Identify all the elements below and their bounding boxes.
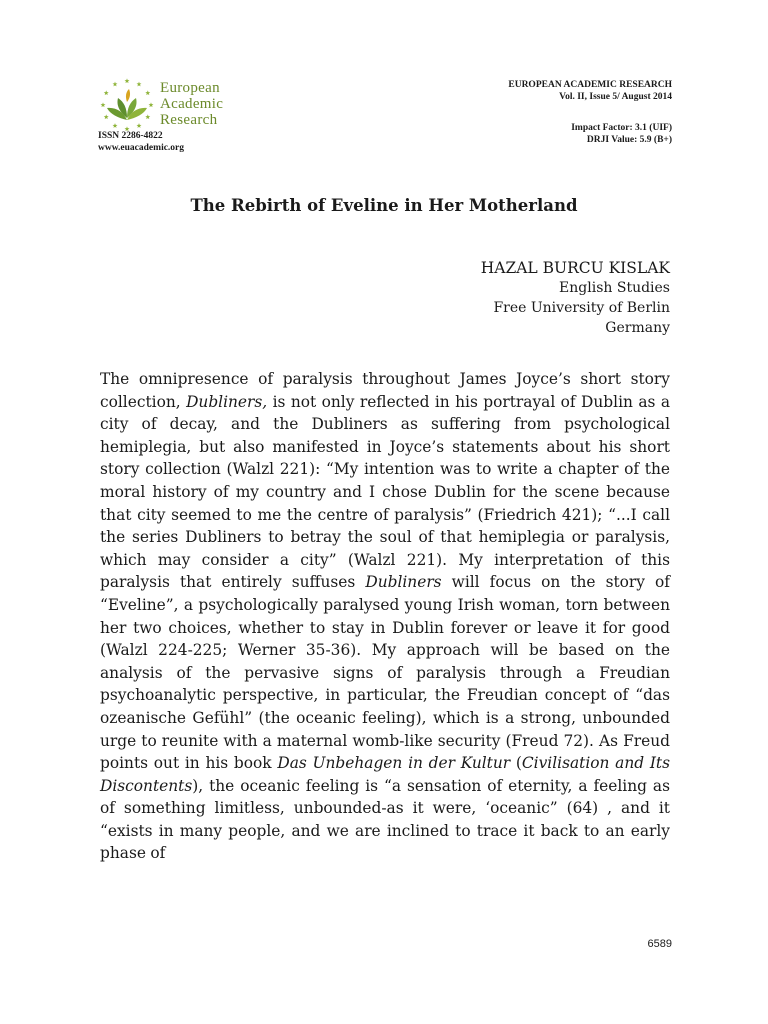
article-title: The Rebirth of Eveline in Her Motherland (190, 196, 578, 215)
star-icon (113, 82, 118, 87)
italic-title: Das Unbehagen in der Kultur (277, 754, 511, 773)
star-icon (125, 78, 130, 83)
text-run: is not only reflected in his portrayal of Dublin as a city of decay, and the Dubliners as suffering from psychological hemiplegia, but also manifested in Joyce’s statements about his short story collection (Walzl 221): “My intention was to write a chapter of the moral history of my country and I chose Dublin for the scene because that city seemed to me the centre of paralysis” (Friedrich 421); “...I call the series Dubliners to betray the soul of that hemiplegia or paralysis, which may consider a city” (Walzl 221). My interpretation of this paralysis that entirely suffuses (100, 392, 670, 592)
issn-block (98, 130, 184, 154)
issn-number: ISSN 2286-4822 (98, 131, 163, 141)
star-icon (137, 123, 142, 128)
text-run: The omnipresence of paralysis throughout James Joyce’s short story collection, (100, 370, 670, 411)
journal-info (508, 79, 672, 103)
website-link[interactable]: www.euacademic.org (98, 143, 185, 153)
impact-info (571, 122, 672, 146)
body-paragraph (100, 368, 670, 865)
author-block (481, 258, 670, 338)
text-run: ( (510, 754, 522, 773)
logo-emblem-icon (98, 78, 156, 136)
star-icon (113, 123, 118, 128)
logo-line: Academic (160, 96, 224, 112)
star-icon (145, 90, 150, 95)
star-icon (149, 102, 154, 107)
star-icon (101, 102, 106, 107)
star-icon (137, 82, 142, 87)
italic-title: Dubliners (365, 573, 442, 592)
text-run: will focus on the story of “Eveline”, a psychologically paralysed young Irish woman, torn between her two choices, whether to stay in Dublin forever or leave it for good (Walzl 224-225; Werner 35-36). My approach will be based on the analysis of the pervasive signs of paralysis through a Freudian psychoanalytic perspective, in particular, the Freudian concept of “das ozeanische Gefühl” (the oceanic feeling), which is a strong, unbounded urge to reunite with a maternal womb-like security (Freud 72). As Freud points out in his book (100, 573, 671, 773)
author-name: HAZAL BURCU KISLAK (480, 259, 670, 277)
star-icon (104, 90, 109, 95)
logo-line: European (160, 80, 220, 96)
affiliation-department: English Studies (559, 280, 670, 296)
volume-issue: Vol. II, Issue 5/ August 2014 (559, 92, 672, 102)
affiliation-country: Germany (605, 320, 670, 336)
star-icon (104, 114, 109, 119)
impact-factor: Impact Factor: 3.1 (UIF) (571, 123, 672, 133)
logo-line: Research (160, 112, 218, 128)
journal-logo (98, 78, 268, 136)
italic-title: Dubliners, (186, 392, 268, 411)
drji-value: DRJI Value: 5.9 (B+) (586, 135, 672, 145)
logo-wordmark (160, 80, 223, 128)
journal-name: EUROPEAN ACADEMIC RESEARCH (508, 80, 672, 90)
affiliation-university: Free University of Berlin (493, 300, 670, 316)
italic-title: Civilisation and Its Discontents (100, 754, 671, 795)
text-run: ), the oceanic feeling is “a sensation of eternity, a feeling as of something limitless, unbounded-as it were, ‘oceanic” (64) , and it “exists in many people, and we are inclined to trace it back to an early phase of (100, 776, 670, 863)
star-icon (145, 114, 150, 119)
page-number: 6589 (647, 938, 672, 950)
